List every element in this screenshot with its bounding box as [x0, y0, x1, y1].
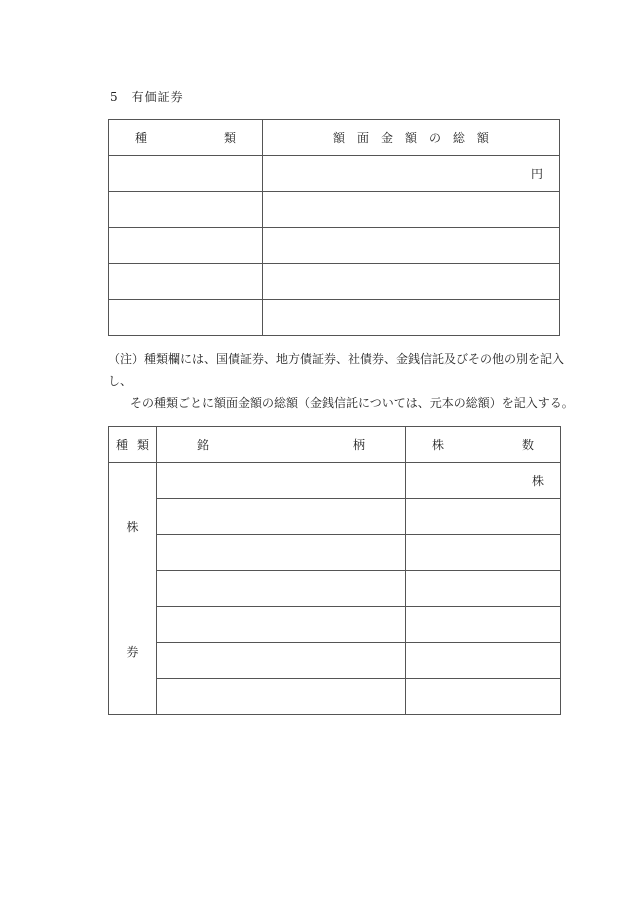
table-header-row [109, 427, 561, 463]
header-amount-char: 金 [380, 131, 393, 145]
table-header-row [109, 120, 560, 156]
kind-input-cell[interactable] [109, 156, 263, 192]
header-kind-cell [109, 120, 263, 156]
table-row [109, 192, 560, 228]
name-input-cell[interactable] [157, 679, 406, 715]
amount-input-cell[interactable] [263, 192, 560, 228]
count-input-cell[interactable] [406, 535, 561, 571]
header-amount-cell [263, 120, 560, 156]
header-count-char: 株 [432, 438, 445, 452]
name-input-cell[interactable] [157, 643, 406, 679]
table-row [109, 535, 561, 571]
amount-input-cell[interactable] [263, 300, 560, 336]
name-input-cell[interactable] [157, 607, 406, 643]
stock-table [108, 426, 561, 715]
count-input-cell[interactable] [406, 643, 561, 679]
securities-table [108, 119, 560, 336]
name-input-cell[interactable] [157, 571, 406, 607]
count-input-cell[interactable] [406, 499, 561, 535]
note-text [108, 348, 578, 414]
count-input-cell[interactable] [406, 679, 561, 715]
kind-input-cell[interactable] [109, 228, 263, 264]
name-input-cell[interactable] [157, 463, 406, 499]
name-input-cell[interactable] [157, 499, 406, 535]
section-title: 有価証券 [131, 90, 184, 104]
table-row [109, 264, 560, 300]
kind-input-cell[interactable] [109, 264, 263, 300]
table-row [109, 499, 561, 535]
header-name-char: 銘 [197, 438, 210, 452]
table-row [109, 300, 560, 336]
header-count-char: 数 [521, 438, 534, 452]
name-input-cell[interactable] [157, 535, 406, 571]
header-name-char: 柄 [352, 438, 365, 452]
header-kind-char: 類 [136, 438, 149, 452]
table-row [109, 571, 561, 607]
header-kind-cell [109, 427, 157, 463]
header-kind-char: 種 [135, 131, 148, 145]
header-amount-char: 額 [476, 131, 489, 145]
unit-label: 円 [530, 167, 543, 181]
note-line: （注）種類欄には、国債証券、地方債証券、社債券、金銭信託及びその他の別を記入し、 [108, 352, 565, 388]
unit-label: 株 [531, 474, 544, 488]
table-row [109, 228, 560, 264]
count-input-cell[interactable] [406, 571, 561, 607]
amount-input-cell[interactable] [263, 156, 560, 192]
table-row [109, 679, 561, 715]
table-row [109, 643, 561, 679]
table-row [109, 156, 560, 192]
section-number: 5 [110, 90, 119, 104]
kind-input-cell[interactable] [109, 300, 263, 336]
header-name-cell [157, 427, 406, 463]
vertical-label-char: 株 [126, 519, 139, 534]
count-input-cell[interactable] [406, 463, 561, 499]
header-amount-char: 額 [333, 131, 346, 145]
table-row [109, 607, 561, 643]
amount-input-cell[interactable] [263, 228, 560, 264]
section-heading [110, 88, 184, 105]
count-input-cell[interactable] [406, 607, 561, 643]
header-amount-char: の [428, 131, 441, 145]
note-line: その種類ごとに額面金額の総額（金銭信託については、元本の総額）を記入する。 [130, 396, 574, 410]
header-amount-char: 総 [452, 131, 465, 145]
header-kind-char: 種 [116, 438, 129, 452]
amount-input-cell[interactable] [263, 264, 560, 300]
stock-kind-cell [109, 463, 157, 715]
header-kind-char: 類 [223, 131, 236, 145]
header-count-cell [406, 427, 561, 463]
header-amount-char: 額 [404, 131, 417, 145]
header-amount-char: 面 [356, 131, 369, 145]
kind-input-cell[interactable] [109, 192, 263, 228]
table-row [109, 463, 561, 499]
vertical-label-char: 券 [126, 644, 139, 659]
